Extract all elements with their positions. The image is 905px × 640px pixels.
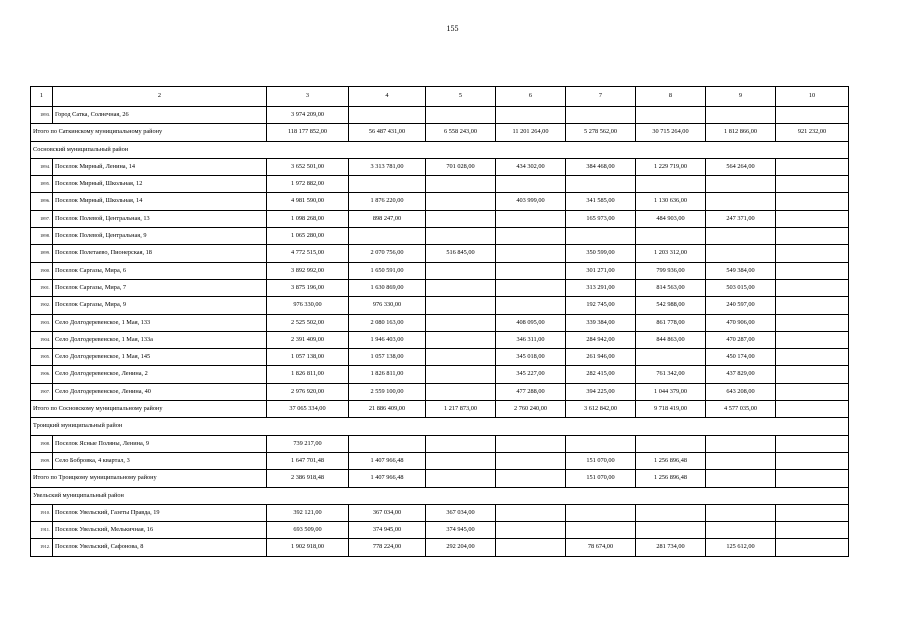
value-cell: 403 999,00 — [496, 193, 566, 210]
row-number: 1912. — [31, 539, 53, 556]
value-cell: 2 760 240,00 — [496, 401, 566, 418]
value-cell: 345 018,00 — [496, 349, 566, 366]
table-row — [31, 349, 849, 366]
value-cell — [426, 349, 496, 366]
value-cell — [496, 176, 566, 193]
value-cell — [426, 279, 496, 296]
value-cell: 921 232,00 — [776, 124, 849, 141]
value-cell: 477 288,00 — [496, 383, 566, 400]
address-cell: Поселок Саргазы, Мира, 9 — [53, 297, 267, 314]
table-row — [31, 383, 849, 400]
value-cell: 37 065 334,00 — [267, 401, 349, 418]
value-cell — [776, 522, 849, 539]
value-cell: 516 845,00 — [426, 245, 496, 262]
value-cell: 1 647 701,48 — [267, 452, 349, 469]
value-cell — [776, 245, 849, 262]
value-cell — [349, 176, 426, 193]
value-cell — [776, 331, 849, 348]
value-cell — [496, 522, 566, 539]
value-cell — [636, 435, 706, 452]
column-header: 8 — [636, 87, 706, 107]
total-label: Итого по Троицкому муниципальному району — [31, 470, 267, 487]
value-cell: 339 384,00 — [566, 314, 636, 331]
value-cell — [776, 435, 849, 452]
row-number: 1895. — [31, 176, 53, 193]
value-cell: 1 130 636,00 — [636, 193, 706, 210]
section-title: Сосновский муниципальный район — [31, 141, 849, 158]
table-row — [31, 107, 849, 124]
table-row — [31, 314, 849, 331]
row-number: 1906. — [31, 366, 53, 383]
total-label: Итого по Саткинскому муниципальному району — [31, 124, 267, 141]
value-cell — [706, 435, 776, 452]
value-cell: 1 407 966,48 — [349, 470, 426, 487]
value-cell: 739 217,00 — [267, 435, 349, 452]
address-cell: Поселок Полетаево, Пионерская, 18 — [53, 245, 267, 262]
value-cell — [496, 504, 566, 521]
table-row — [31, 297, 849, 314]
row-number: 1897. — [31, 210, 53, 227]
value-cell: 3 875 196,00 — [267, 279, 349, 296]
value-cell — [426, 262, 496, 279]
column-header: 5 — [426, 87, 496, 107]
address-cell: Поселок Ясные Поляны, Ленина, 9 — [53, 435, 267, 452]
table-row — [31, 228, 849, 245]
value-cell — [496, 228, 566, 245]
value-cell: 261 946,00 — [566, 349, 636, 366]
value-cell — [566, 435, 636, 452]
value-cell — [706, 107, 776, 124]
value-cell: 814 563,00 — [636, 279, 706, 296]
value-cell — [426, 176, 496, 193]
address-cell: Село Бобровка, 4 квартал, 3 — [53, 452, 267, 469]
value-cell: 30 715 264,00 — [636, 124, 706, 141]
row-number: 1908. — [31, 435, 53, 452]
value-cell — [776, 470, 849, 487]
value-cell: 282 415,00 — [566, 366, 636, 383]
value-cell — [636, 522, 706, 539]
value-cell: 1 972 882,00 — [267, 176, 349, 193]
value-cell — [349, 107, 426, 124]
value-cell — [426, 193, 496, 210]
value-cell: 549 384,00 — [706, 262, 776, 279]
value-cell: 761 342,00 — [636, 366, 706, 383]
address-cell: Село Долгодеревенское, Ленина, 2 — [53, 366, 267, 383]
value-cell: 151 070,00 — [566, 452, 636, 469]
value-cell: 2 976 920,00 — [267, 383, 349, 400]
table-row — [31, 262, 849, 279]
value-cell — [776, 107, 849, 124]
value-cell — [776, 262, 849, 279]
value-cell: 4 577 035,00 — [706, 401, 776, 418]
value-cell: 844 863,00 — [636, 331, 706, 348]
value-cell: 384 468,00 — [566, 158, 636, 175]
value-cell — [776, 314, 849, 331]
address-cell: Город Сатка, Солнечная, 26 — [53, 107, 267, 124]
value-cell: 11 201 264,00 — [496, 124, 566, 141]
column-header: 10 — [776, 87, 849, 107]
value-cell — [426, 297, 496, 314]
value-cell — [566, 504, 636, 521]
value-cell: 434 302,00 — [496, 158, 566, 175]
value-cell: 778 224,00 — [349, 539, 426, 556]
value-cell: 1 044 379,00 — [636, 383, 706, 400]
value-cell — [496, 279, 566, 296]
value-cell: 1 407 966,48 — [349, 452, 426, 469]
row-number: 1896. — [31, 193, 53, 210]
value-cell — [426, 383, 496, 400]
value-cell — [776, 228, 849, 245]
value-cell — [706, 452, 776, 469]
value-cell: 240 597,00 — [706, 297, 776, 314]
value-cell: 1 630 869,00 — [349, 279, 426, 296]
value-cell — [496, 245, 566, 262]
value-cell: 503 015,00 — [706, 279, 776, 296]
value-cell: 470 906,00 — [706, 314, 776, 331]
value-cell — [776, 504, 849, 521]
address-cell: Поселок Мирный, Ленина, 14 — [53, 158, 267, 175]
value-cell: 281 734,00 — [636, 539, 706, 556]
value-cell — [426, 210, 496, 227]
value-cell — [566, 228, 636, 245]
value-cell — [706, 176, 776, 193]
total-row — [31, 124, 849, 141]
value-cell — [426, 228, 496, 245]
table-row — [31, 452, 849, 469]
address-cell: Село Долгодеревенское, 1 Мая, 133а — [53, 331, 267, 348]
value-cell — [496, 452, 566, 469]
value-cell — [776, 297, 849, 314]
value-cell: 192 745,00 — [566, 297, 636, 314]
table-row — [31, 176, 849, 193]
address-cell: Село Долгодеревенское, Ленина, 40 — [53, 383, 267, 400]
value-cell: 1 826 811,00 — [267, 366, 349, 383]
value-cell: 1 065 280,00 — [267, 228, 349, 245]
value-cell — [496, 539, 566, 556]
value-cell: 408 095,00 — [496, 314, 566, 331]
address-cell: Поселок Саргазы, Мира, 6 — [53, 262, 267, 279]
value-cell: 151 070,00 — [566, 470, 636, 487]
value-cell: 799 936,00 — [636, 262, 706, 279]
row-number: 1909. — [31, 452, 53, 469]
value-cell — [426, 452, 496, 469]
value-cell: 6 558 243,00 — [426, 124, 496, 141]
address-cell: Село Долгодеревенское, 1 Мая, 133 — [53, 314, 267, 331]
value-cell — [426, 107, 496, 124]
value-cell: 4 772 515,00 — [267, 245, 349, 262]
value-cell: 1 650 591,00 — [349, 262, 426, 279]
value-cell: 341 585,00 — [566, 193, 636, 210]
address-cell: Поселок Увельский, Мелькичная, 16 — [53, 522, 267, 539]
section-title: Троицкий муниципальный район — [31, 418, 849, 435]
value-cell — [349, 435, 426, 452]
value-cell: 701 028,00 — [426, 158, 496, 175]
table-row — [31, 158, 849, 175]
row-number: 1905. — [31, 349, 53, 366]
column-header: 7 — [566, 87, 636, 107]
value-cell: 1 057 138,00 — [267, 349, 349, 366]
row-number: 1903. — [31, 314, 53, 331]
value-cell: 21 886 409,00 — [349, 401, 426, 418]
value-cell: 861 778,00 — [636, 314, 706, 331]
value-cell: 484 903,00 — [636, 210, 706, 227]
value-cell — [636, 504, 706, 521]
value-cell: 125 612,00 — [706, 539, 776, 556]
value-cell: 1 256 896,48 — [636, 452, 706, 469]
value-cell: 367 034,00 — [426, 504, 496, 521]
value-cell: 292 204,00 — [426, 539, 496, 556]
value-cell: 374 945,00 — [349, 522, 426, 539]
value-cell: 165 973,00 — [566, 210, 636, 227]
row-number: 1907. — [31, 383, 53, 400]
value-cell: 3 974 209,00 — [267, 107, 349, 124]
section-title: Увельский муниципальный район — [31, 487, 849, 504]
column-header: 3 — [267, 87, 349, 107]
table-row — [31, 245, 849, 262]
value-cell: 392 121,00 — [267, 504, 349, 521]
value-cell: 3 892 992,00 — [267, 262, 349, 279]
value-cell — [776, 176, 849, 193]
address-cell: Поселок Мирный, Школьная, 12 — [53, 176, 267, 193]
row-number: 1898. — [31, 228, 53, 245]
column-header: 4 — [349, 87, 426, 107]
value-cell: 1 217 873,00 — [426, 401, 496, 418]
total-row — [31, 401, 849, 418]
row-number: 1894. — [31, 158, 53, 175]
table-row — [31, 435, 849, 452]
value-cell — [566, 107, 636, 124]
value-cell: 247 371,00 — [706, 210, 776, 227]
value-cell: 367 034,00 — [349, 504, 426, 521]
value-cell: 2 386 918,48 — [267, 470, 349, 487]
table-row — [31, 504, 849, 521]
value-cell: 542 988,00 — [636, 297, 706, 314]
value-cell: 5 278 562,00 — [566, 124, 636, 141]
column-header: 1 — [31, 87, 53, 107]
column-header: 6 — [496, 87, 566, 107]
table-body — [31, 107, 849, 557]
value-cell: 1 826 811,00 — [349, 366, 426, 383]
value-cell — [496, 470, 566, 487]
value-cell — [776, 383, 849, 400]
value-cell — [496, 297, 566, 314]
value-cell: 4 981 590,00 — [267, 193, 349, 210]
table-row — [31, 539, 849, 556]
value-cell: 345 227,00 — [496, 366, 566, 383]
value-cell: 2 559 100,00 — [349, 383, 426, 400]
row-number: 1901. — [31, 279, 53, 296]
table-row — [31, 279, 849, 296]
value-cell: 2 391 409,00 — [267, 331, 349, 348]
value-cell: 437 829,00 — [706, 366, 776, 383]
value-cell — [776, 279, 849, 296]
value-cell: 693 509,00 — [267, 522, 349, 539]
value-cell: 1 098 268,00 — [267, 210, 349, 227]
value-cell: 1 203 312,00 — [636, 245, 706, 262]
value-cell: 2 070 756,00 — [349, 245, 426, 262]
value-cell — [776, 366, 849, 383]
address-cell: Село Долгодеревенское, 1 Мая, 145 — [53, 349, 267, 366]
value-cell: 1 812 866,00 — [706, 124, 776, 141]
value-cell — [496, 107, 566, 124]
value-cell: 9 718 419,00 — [636, 401, 706, 418]
value-cell — [706, 228, 776, 245]
value-cell — [776, 158, 849, 175]
table-row — [31, 210, 849, 227]
section-row — [31, 418, 849, 435]
address-cell: Поселок Полевой, Центральная, 13 — [53, 210, 267, 227]
value-cell — [349, 228, 426, 245]
address-cell: Поселок Увельский, Сафонова, 8 — [53, 539, 267, 556]
value-cell: 301 271,00 — [566, 262, 636, 279]
value-cell — [776, 193, 849, 210]
value-cell — [636, 349, 706, 366]
value-cell — [776, 349, 849, 366]
value-cell: 1 057 138,00 — [349, 349, 426, 366]
budget-table — [30, 86, 849, 557]
value-cell — [776, 539, 849, 556]
value-cell — [636, 228, 706, 245]
row-number: 1902. — [31, 297, 53, 314]
value-cell: 1 876 220,00 — [349, 193, 426, 210]
value-cell — [776, 452, 849, 469]
row-number: 1893. — [31, 107, 53, 124]
value-cell — [426, 331, 496, 348]
value-cell — [776, 210, 849, 227]
value-cell — [706, 522, 776, 539]
value-cell — [776, 401, 849, 418]
table-row — [31, 522, 849, 539]
total-label: Итого по Сосновскому муниципальному району — [31, 401, 267, 418]
value-cell: 313 291,00 — [566, 279, 636, 296]
value-cell: 898 247,00 — [349, 210, 426, 227]
value-cell: 3 313 781,00 — [349, 158, 426, 175]
value-cell — [566, 176, 636, 193]
column-header: 9 — [706, 87, 776, 107]
value-cell — [496, 210, 566, 227]
value-cell: 56 487 431,00 — [349, 124, 426, 141]
value-cell — [636, 176, 706, 193]
value-cell: 2 080 163,00 — [349, 314, 426, 331]
address-cell: Поселок Полевой, Центральная, 9 — [53, 228, 267, 245]
value-cell — [566, 522, 636, 539]
value-cell: 2 525 502,00 — [267, 314, 349, 331]
section-row — [31, 487, 849, 504]
table-row — [31, 193, 849, 210]
value-cell — [496, 262, 566, 279]
value-cell: 284 942,00 — [566, 331, 636, 348]
value-cell — [426, 314, 496, 331]
total-row — [31, 470, 849, 487]
address-cell: Поселок Мирный, Школьная, 14 — [53, 193, 267, 210]
column-header: 2 — [53, 87, 267, 107]
value-cell — [636, 107, 706, 124]
value-cell: 976 330,00 — [267, 297, 349, 314]
value-cell: 1 902 918,00 — [267, 539, 349, 556]
row-number: 1900. — [31, 262, 53, 279]
value-cell: 3 652 501,00 — [267, 158, 349, 175]
address-cell: Поселок Саргазы, Мира, 7 — [53, 279, 267, 296]
value-cell: 394 225,00 — [566, 383, 636, 400]
section-row — [31, 141, 849, 158]
row-number: 1911. — [31, 522, 53, 539]
value-cell — [706, 470, 776, 487]
value-cell: 976 330,00 — [349, 297, 426, 314]
value-cell — [426, 435, 496, 452]
value-cell: 350 599,00 — [566, 245, 636, 262]
value-cell: 643 208,00 — [706, 383, 776, 400]
header-row — [31, 87, 849, 107]
table-row — [31, 366, 849, 383]
value-cell: 374 945,00 — [426, 522, 496, 539]
value-cell: 564 264,00 — [706, 158, 776, 175]
value-cell: 78 674,00 — [566, 539, 636, 556]
address-cell: Поселок Увельский, Газеты Правда, 19 — [53, 504, 267, 521]
value-cell: 450 174,00 — [706, 349, 776, 366]
row-number: 1904. — [31, 331, 53, 348]
table-row — [31, 331, 849, 348]
value-cell: 470 287,00 — [706, 331, 776, 348]
value-cell: 346 311,00 — [496, 331, 566, 348]
value-cell — [706, 193, 776, 210]
value-cell: 1 256 896,48 — [636, 470, 706, 487]
value-cell: 118 177 852,00 — [267, 124, 349, 141]
value-cell — [706, 245, 776, 262]
value-cell — [706, 504, 776, 521]
row-number: 1910. — [31, 504, 53, 521]
value-cell — [426, 470, 496, 487]
value-cell: 3 612 842,00 — [566, 401, 636, 418]
value-cell — [426, 366, 496, 383]
page-number: 155 — [446, 24, 459, 33]
value-cell: 1 229 719,00 — [636, 158, 706, 175]
row-number: 1899. — [31, 245, 53, 262]
value-cell — [496, 435, 566, 452]
value-cell: 1 946 403,00 — [349, 331, 426, 348]
